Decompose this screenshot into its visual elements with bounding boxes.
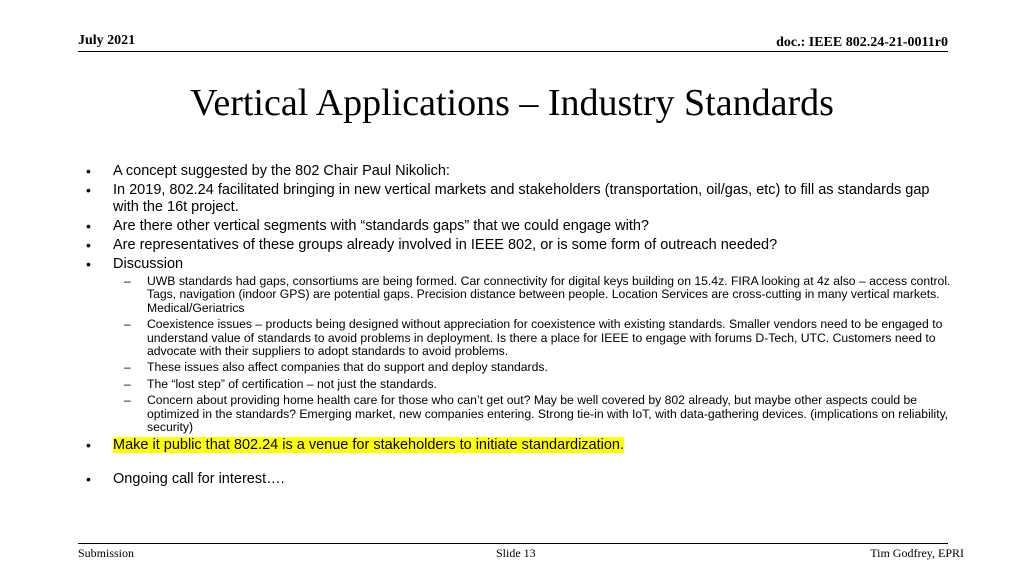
slide-title: Vertical Applications – Industry Standards	[190, 82, 834, 124]
dash-marker: –	[124, 360, 131, 375]
bullet-item	[82, 163, 954, 180]
header-date: July 2021	[78, 33, 136, 48]
sub-bullet-text: Concern about providing home health care for those who can’t get out? May be well covered by 802 already, but maybe other aspects could be optimized in the standards? Emerging market, new companies entering. Strong tie-in with IoT, with data-gathering devices. (implications on reliability, security)	[147, 393, 949, 435]
bullet-item-discussion	[82, 256, 954, 273]
bullet-text: In 2019, 802.24 facilitated bringing in new vertical markets and stakeholders (transportation, oil/gas, etc) to fill as standards gap with the 16t project.	[113, 182, 930, 215]
highlighted-text: Make it public that 802.24 is a venue for stakeholders to initiate standardization.	[113, 437, 625, 454]
bullet-marker: •	[86, 182, 91, 198]
bullet-text: A concept suggested by the 802 Chair Paul Nikolich:	[113, 163, 450, 179]
footer-divider	[78, 543, 948, 544]
bullet-marker: •	[86, 256, 91, 272]
dash-marker: –	[124, 317, 131, 332]
bullet-marker: •	[86, 471, 91, 488]
bullet-item	[82, 237, 954, 254]
header-doc-id: doc.: IEEE 802.24-21-0011r0	[776, 35, 948, 50]
dash-marker: –	[124, 274, 131, 288]
sub-bullet-item	[82, 378, 954, 391]
list-spacer	[82, 456, 954, 471]
bullet-marker: •	[86, 218, 91, 234]
slide-body	[82, 163, 954, 490]
sub-bullet-item	[82, 318, 954, 358]
sub-bullet-text: Coexistence issues – products being designed without appreciation for coexistence with existing standards. Smaller vendors need to be engaged to understand value of standards to avoid problems in deployment. Is there a place for IEEE to engage with forums D-Tech, UTC. Customers need to advocate with their suppliers to adopt standards to avoid problems.	[147, 317, 943, 359]
header-divider	[78, 51, 948, 52]
dash-marker: –	[124, 393, 131, 408]
bullet-item-highlighted	[82, 437, 954, 454]
footer-author: Tim Godfrey, EPRI	[870, 546, 964, 560]
bullet-item	[82, 182, 954, 216]
sub-bullet-item	[82, 361, 954, 374]
sub-bullet-text: These issues also affect companies that do support and deploy standards.	[147, 360, 548, 375]
bullet-text: Discussion	[113, 256, 184, 272]
discussion-sublist	[82, 275, 954, 434]
bullet-text: Ongoing call for interest….	[113, 471, 285, 488]
bullet-text: Are there other vertical segments with “standards gaps” that we could engage with?	[113, 218, 649, 234]
bullet-item	[82, 218, 954, 235]
bullet-marker: •	[86, 163, 91, 179]
footer-submission: Submission	[78, 546, 135, 560]
bullet-marker: •	[86, 237, 91, 253]
bullet-list	[82, 163, 954, 273]
sub-bullet-text: The “lost step” of certification – not just the standards.	[147, 376, 437, 391]
dash-marker: –	[124, 376, 131, 391]
bullet-marker: •	[86, 437, 91, 454]
sub-bullet-item	[82, 394, 954, 434]
footer-slide-number: Slide 13	[496, 546, 536, 560]
sub-bullet-item	[82, 275, 954, 315]
bullet-text: Are representatives of these groups already involved in IEEE 802, or is some form of outreach needed?	[113, 237, 778, 253]
sub-bullet-text: UWB standards had gaps, consortiums are being formed. Car connectivity for digital keys building on 15.4z. FIRA looking at 4z also – access control. Tags, navigation (indoor GPS) are potential gaps. Precision distance between people. Location Services are cross-cutting in many vertical markets. Medical/Geriatrics	[147, 274, 951, 315]
bullet-item-final	[82, 471, 954, 488]
closing-list	[82, 437, 954, 488]
